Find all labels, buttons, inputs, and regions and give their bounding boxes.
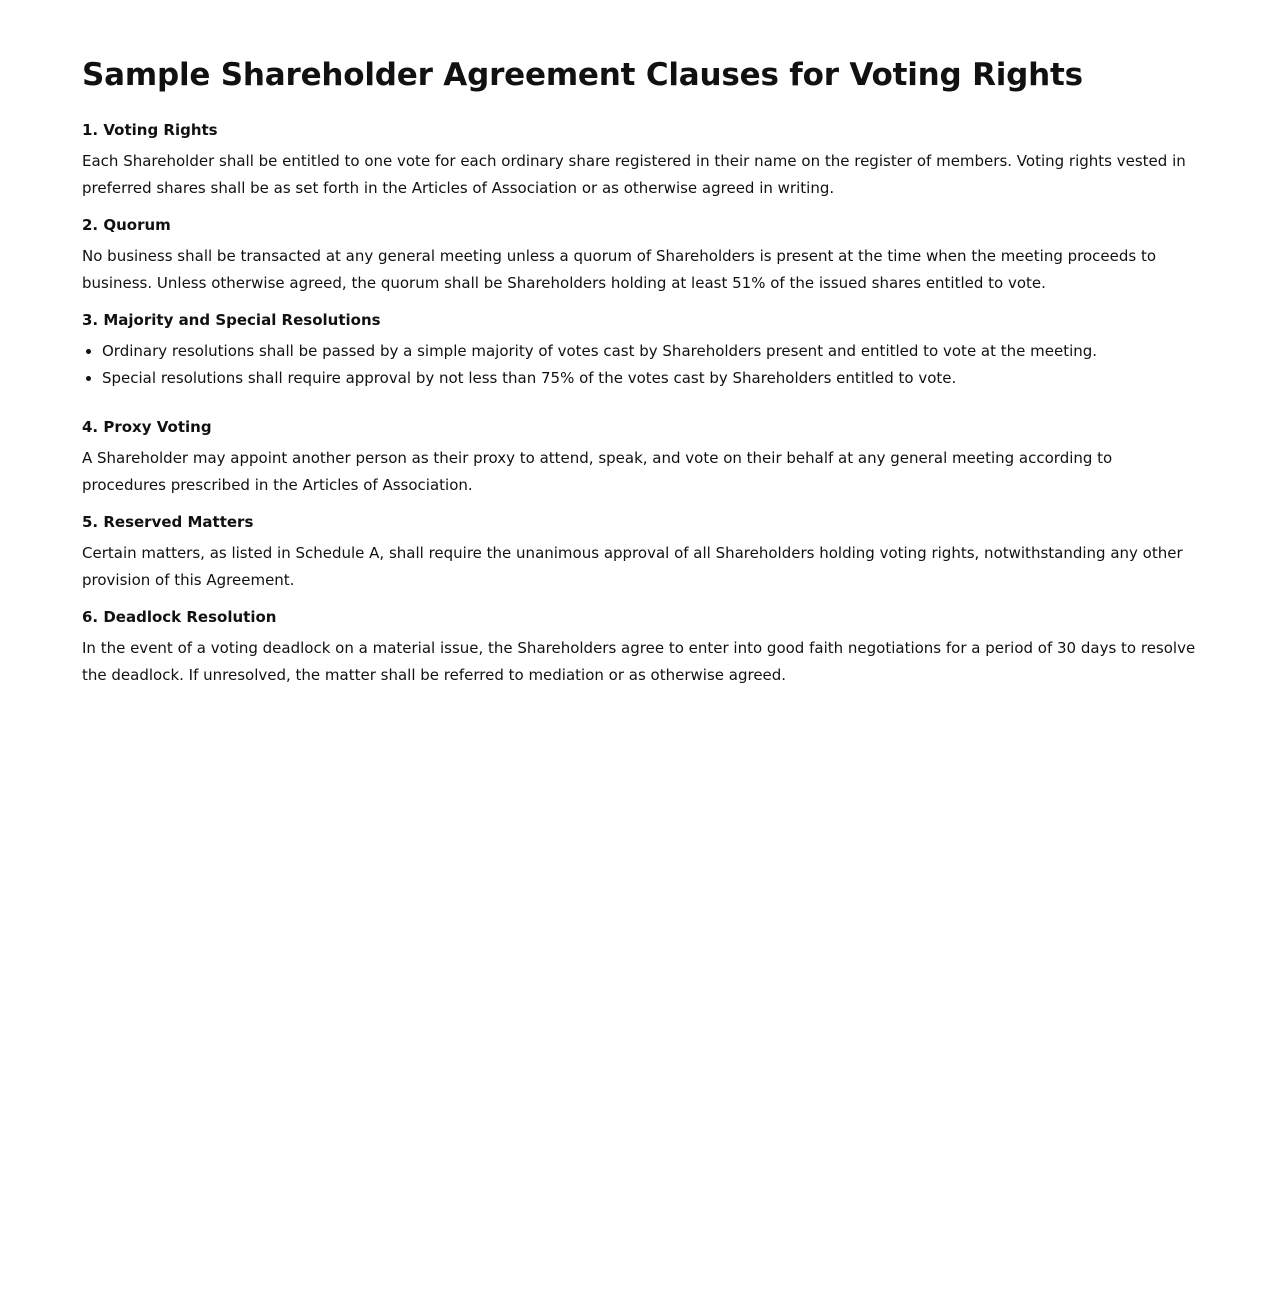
- section-body: In the event of a voting deadlock on a material issue, the Shareholders agree to enter into good faith negotiations for a period of 30 days to resolve the deadlock. If unresolved, the matter shall be referred to mediation or as otherwise agreed.: [82, 639, 1196, 684]
- section-heading: 6. Deadlock Resolution: [82, 608, 277, 626]
- list-item: • Special resolutions shall require approval by not less than 75% of the votes cast by Shareholders entitled to vote.: [102, 365, 1198, 392]
- section-reserved-matters: [82, 512, 1198, 594]
- section-heading: 5. Reserved Matters: [82, 513, 254, 531]
- section-deadlock-resolution: [82, 607, 1198, 689]
- section-voting-rights: [82, 120, 1198, 202]
- section-heading: 1. Voting Rights: [82, 121, 218, 139]
- section-body: No business shall be transacted at any general meeting unless a quorum of Shareholders is present at the time when the meeting proceeds to business. Unless otherwise agreed, the quorum shall be Shareholders holding at least 51% of the issued shares entitled to vote.: [82, 247, 1157, 292]
- list-item: • Ordinary resolutions shall be passed by a simple majority of votes cast by Shareholders present and entitled to vote at the meeting.: [102, 338, 1198, 365]
- section-body: Each Shareholder shall be entitled to one vote for each ordinary share registered in their name on the register of members. Voting rights vested in preferred shares shall be as set forth in the Articles of Association or as otherwise agreed in writing.: [82, 152, 1186, 197]
- section-proxy-voting: [82, 417, 1198, 499]
- resolutions-list: [82, 338, 1198, 392]
- section-quorum: [82, 215, 1198, 297]
- section-body: A Shareholder may appoint another person as their proxy to attend, speak, and vote on their behalf at any general meeting according to procedures prescribed in the Articles of Association.: [82, 449, 1113, 494]
- page-title: Sample Shareholder Agreement Clauses for Voting Rights: [82, 57, 1083, 93]
- section-heading: 3. Majority and Special Resolutions: [82, 311, 381, 329]
- section-majority-resolutions: [82, 310, 1198, 392]
- section-body: Certain matters, as listed in Schedule A, shall require the unanimous approval of all Shareholders holding voting rights, notwithstanding any other provision of this Agreement.: [82, 544, 1183, 589]
- section-heading: 4. Proxy Voting: [82, 418, 212, 436]
- section-heading: 2. Quorum: [82, 216, 171, 234]
